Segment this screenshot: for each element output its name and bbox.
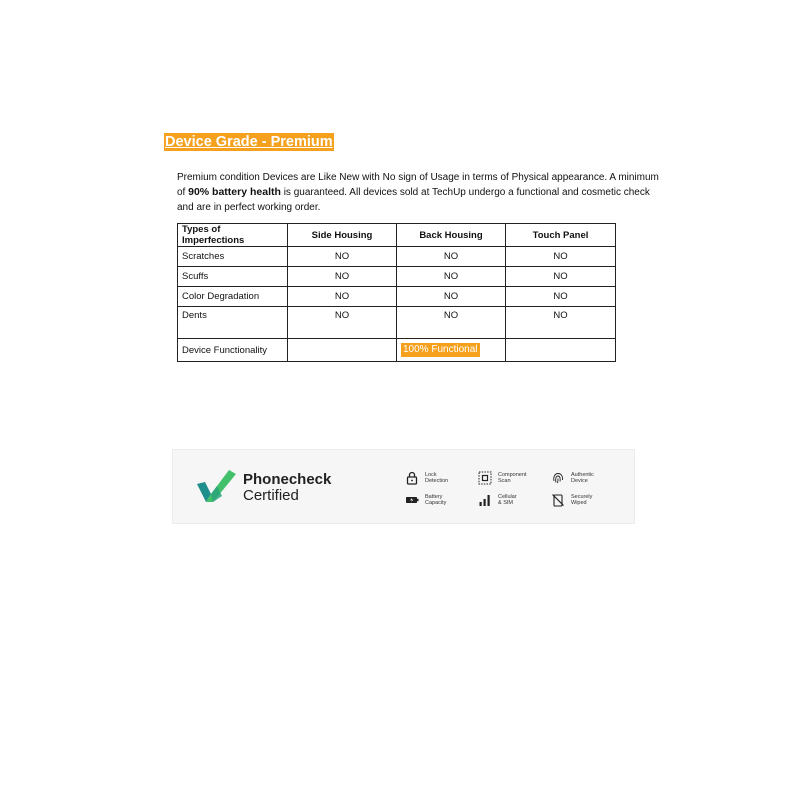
grade-title: Device Grade - Premium xyxy=(165,134,333,150)
functionality-empty-cell xyxy=(288,339,397,362)
cell-touch-panel: NO xyxy=(506,307,616,339)
feature-lock-detection xyxy=(405,471,465,485)
functionality-empty-cell xyxy=(506,339,616,362)
feature-label: Battery Capacity xyxy=(425,494,447,506)
row-label: Color Degradation xyxy=(178,287,288,307)
table-header-row xyxy=(178,224,616,247)
cell-touch-panel: NO xyxy=(506,287,616,307)
functionality-badge: 100% Functional xyxy=(403,344,478,355)
cell-side-housing: NO xyxy=(288,287,397,307)
cell-back-housing: NO xyxy=(397,247,506,267)
cell-side-housing: NO xyxy=(288,247,397,267)
cell-touch-panel: NO xyxy=(506,267,616,287)
feature-label: Authentic Device xyxy=(571,472,594,484)
feature-component-scan xyxy=(478,471,538,485)
lock-icon xyxy=(405,471,419,485)
cell-back-housing: NO xyxy=(397,307,506,339)
header-imperfection-types: Types of Imperfections xyxy=(178,224,288,247)
phonecheck-certified-banner xyxy=(172,449,635,524)
functionality-row xyxy=(178,339,616,362)
header-back-housing: Back Housing xyxy=(397,224,506,247)
row-label: Scratches xyxy=(178,247,288,267)
cell-side-housing: NO xyxy=(288,307,397,339)
table-row xyxy=(178,267,616,287)
cell-back-housing: NO xyxy=(397,267,506,287)
functionality-label: Device Functionality xyxy=(178,339,288,362)
feature-label: Securely Wiped xyxy=(571,494,593,506)
table-row xyxy=(178,287,616,307)
description-text-1: Premium condition Devices are Like New with No sign of Usage in terms of Physical appearance. A minimum of xyxy=(177,172,659,198)
functionality-value-cell xyxy=(397,339,506,362)
table-row xyxy=(178,307,616,339)
imperfections-table xyxy=(177,223,616,362)
cell-touch-panel: NO xyxy=(506,247,616,267)
row-label: Scuffs xyxy=(178,267,288,287)
phonecheck-check-logo-icon xyxy=(195,468,237,504)
wiped-icon xyxy=(551,493,565,507)
fingerprint-icon xyxy=(551,471,565,485)
feature-label: Component Scan xyxy=(498,472,527,484)
phonecheck-certified-text: Certified xyxy=(243,487,299,504)
feature-battery-capacity xyxy=(405,493,465,507)
row-label: Dents xyxy=(178,307,288,339)
feature-label: Cellular & SIM xyxy=(498,494,517,506)
table-row xyxy=(178,247,616,267)
feature-label: Lock Detection xyxy=(425,472,449,484)
feature-authentic-device xyxy=(551,471,611,485)
battery-icon xyxy=(405,493,419,507)
header-touch-panel: Touch Panel xyxy=(506,224,616,247)
battery-health-highlight: 90% battery health xyxy=(188,186,281,198)
feature-securely-wiped xyxy=(551,493,611,507)
signal-bars-icon xyxy=(478,493,492,507)
header-side-housing: Side Housing xyxy=(288,224,397,247)
cell-side-housing: NO xyxy=(288,267,397,287)
feature-cellular-sim xyxy=(478,493,538,507)
cell-back-housing: NO xyxy=(397,287,506,307)
grade-description xyxy=(177,170,667,215)
description-text-2: is guaranteed. All devices sold at TechUp undergo a functional and cosmetic check and are in perfect working order. xyxy=(177,187,650,213)
component-scan-icon xyxy=(478,471,492,485)
phonecheck-brand: Phonecheck xyxy=(243,471,332,488)
